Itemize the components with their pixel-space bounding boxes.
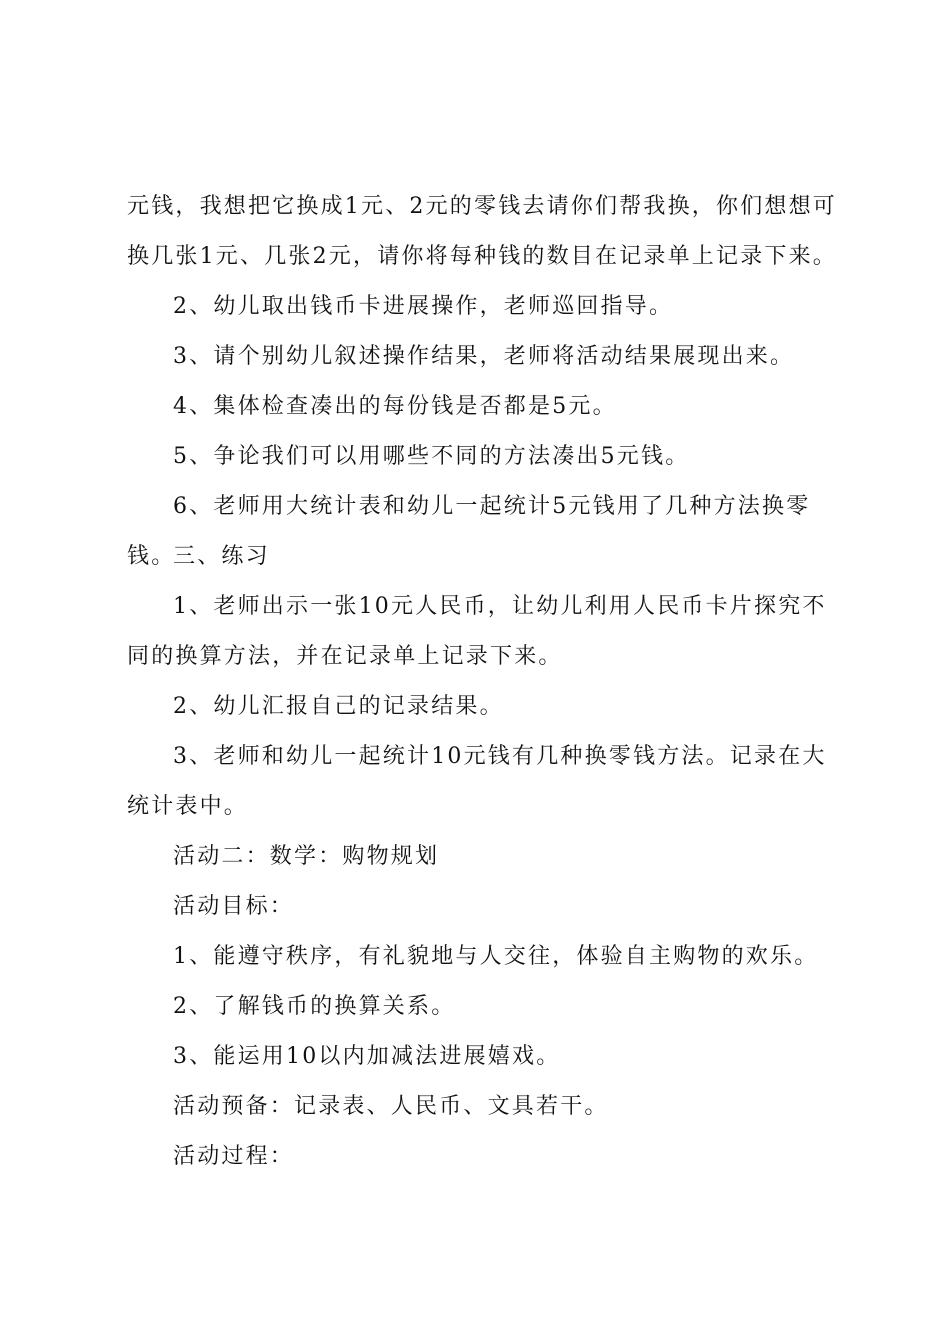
paragraph-step-3: 3、请个别幼儿叙述操作结果，老师将活动结果展现出来。 <box>173 344 795 369</box>
goal-item-2: 2、了解钱币的换算关系。 <box>173 994 456 1019</box>
paragraph-practice-3: 3、老师和幼儿一起统计10元钱有几种换零钱方法。记录在大统计表中。 <box>127 744 827 819</box>
paragraph-continued: 元钱，我想把它换成1元、2元的零钱去请你们帮我换，你们想想可换几张1元、几张2元，请你将每种钱的数目在记录单上记录下来。 <box>127 194 837 269</box>
goal-item-3: 3、能运用10以内加减法进展嬉戏。 <box>173 1044 561 1069</box>
activity-preparation: 活动预备：记录表、人民币、文具若干。 <box>173 1094 609 1119</box>
activity-process-heading: 活动过程： <box>173 1144 295 1169</box>
paragraph-step-4: 4、集体检查凑出的每份钱是否都是5元。 <box>173 394 617 419</box>
paragraph-practice-2: 2、幼儿汇报自己的记录结果。 <box>173 694 504 719</box>
paragraph-practice-1: 1、老师出示一张10元人民币，让幼儿利用人民币卡片探究不同的换算方法，并在记录单上记录下来。 <box>127 594 827 669</box>
paragraph-step-5: 5、争论我们可以用哪些不同的方法凑出5元钱。 <box>173 444 690 469</box>
activity-goals-heading: 活动目标： <box>173 894 295 919</box>
goal-item-1: 1、能遵守秩序，有礼貌地与人交往，体验自主购物的欢乐。 <box>173 944 819 969</box>
section-heading-practice: 三、练习 <box>173 544 270 569</box>
paragraph-step-2: 2、幼儿取出钱币卡进展操作，老师巡回指导。 <box>173 294 674 319</box>
paragraph-step-6: 6、老师用大统计表和幼儿一起统计5元钱用了几种方法换零钱。 <box>127 494 811 569</box>
activity-title: 活动二：数学：购物规划 <box>173 844 440 869</box>
